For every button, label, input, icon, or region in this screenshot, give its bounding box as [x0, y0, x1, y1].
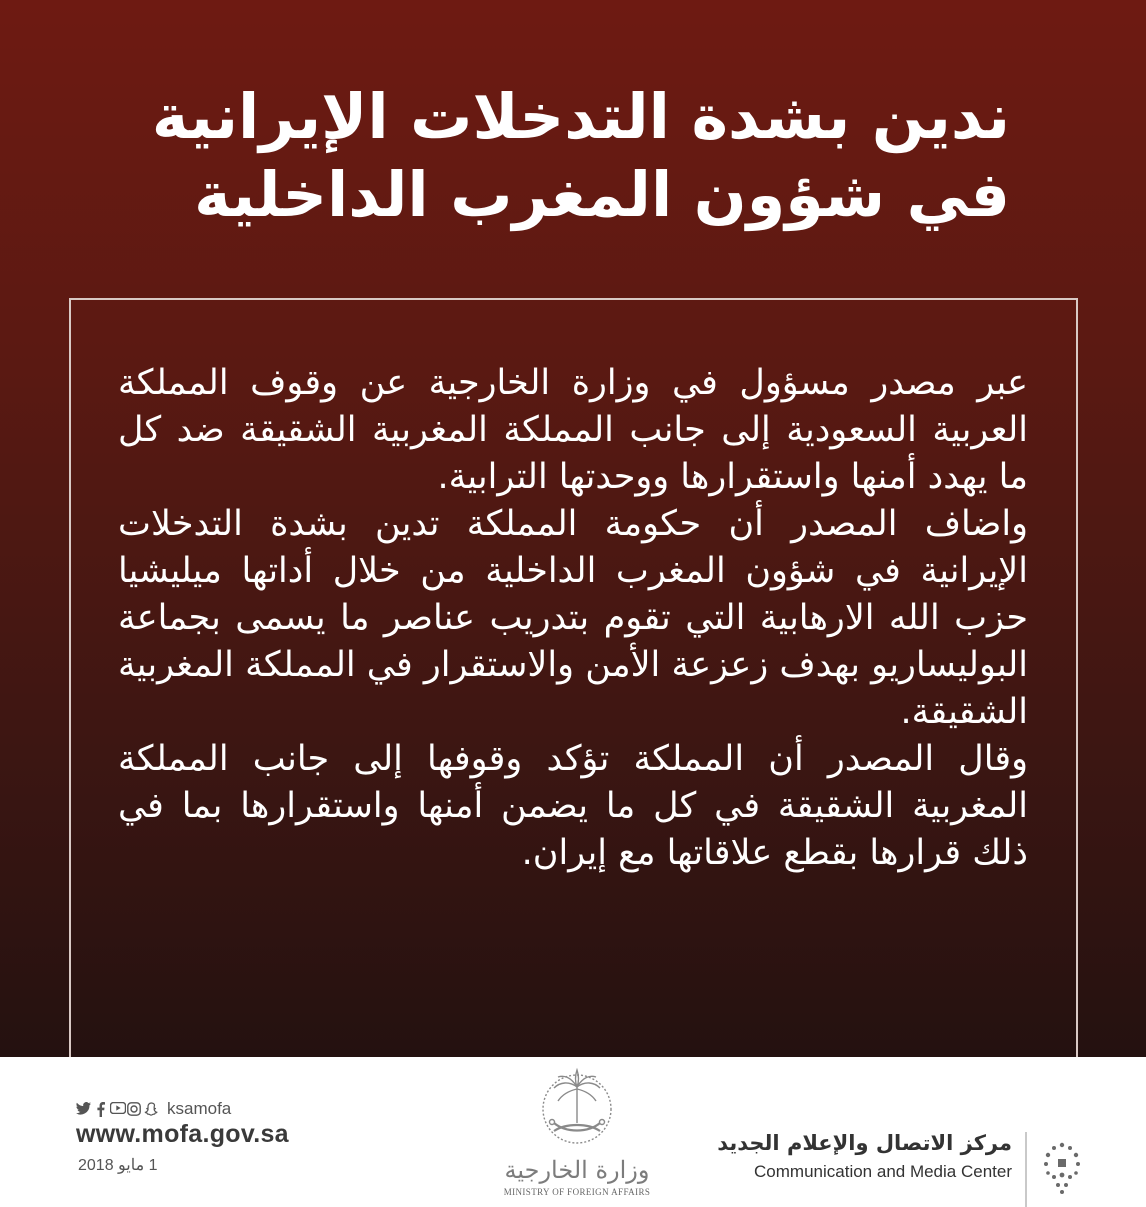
ministry-name-english: MINISTRY OF FOREIGN AFFAIRS [503, 1187, 651, 1197]
social-links [76, 1099, 231, 1119]
instagram-icon[interactable] [127, 1102, 141, 1116]
media-center-logo-icon [1040, 1141, 1084, 1197]
website-link[interactable]: www.mofa.gov.sa [76, 1120, 289, 1148]
headline-line-1: ندين بشدة التدخلات الإيرانية [151, 80, 1010, 153]
twitter-icon[interactable] [76, 1102, 90, 1116]
statement-body [118, 360, 1028, 877]
paragraph-2: واضاف المصدر أن حكومة المملكة تدين بشدة التدخلات الإيرانية في شؤون المغرب الداخلية من خلال أداتها ميليشيا حزب الله الارهابية التي تقوم بتدريب عناصر ما يسمى بجماعة البوليساريو بهدف زعزعة الأمن والاستقرار في المملكة المغربية الشقيقة. [118, 504, 1028, 732]
media-center-name-english: Communication and Media Center [754, 1162, 1012, 1181]
headline-line-2: في شؤون المغرب الداخلية [194, 158, 1010, 231]
paragraph-3: وقال المصدر أن المملكة تؤكد وقوفها إلى جانب المملكة المغربية الشقيقة في كل ما يضمن أمنها واستقرارها بما في ذلك قرارها بقطع علاقاتها مع إيران. [118, 739, 1028, 873]
media-center-name-arabic: مركز الاتصال والإعلام الجديد [717, 1131, 1012, 1155]
paragraph-1: عبر مصدر مسؤول في وزارة الخارجية عن وقوف المملكة العربية السعودية إلى جانب المملكة المغربية الشقيقة ضد كل ما يهدد أمنها واستقرارها ووحدتها الترابية. [118, 363, 1028, 497]
headline [60, 78, 1010, 234]
date: 1 مايو 2018 [78, 1157, 158, 1174]
ministry-emblem [502, 1065, 652, 1197]
social-handle[interactable]: ksamofa [167, 1099, 232, 1118]
palm-swords-icon [536, 1065, 618, 1157]
footer [0, 1057, 1146, 1200]
youtube-icon[interactable] [110, 1102, 124, 1116]
ministry-name-arabic: وزارة الخارجية [504, 1156, 650, 1184]
snapchat-icon[interactable] [144, 1102, 158, 1116]
facebook-icon[interactable] [93, 1102, 107, 1116]
footer-divider [1025, 1132, 1027, 1207]
